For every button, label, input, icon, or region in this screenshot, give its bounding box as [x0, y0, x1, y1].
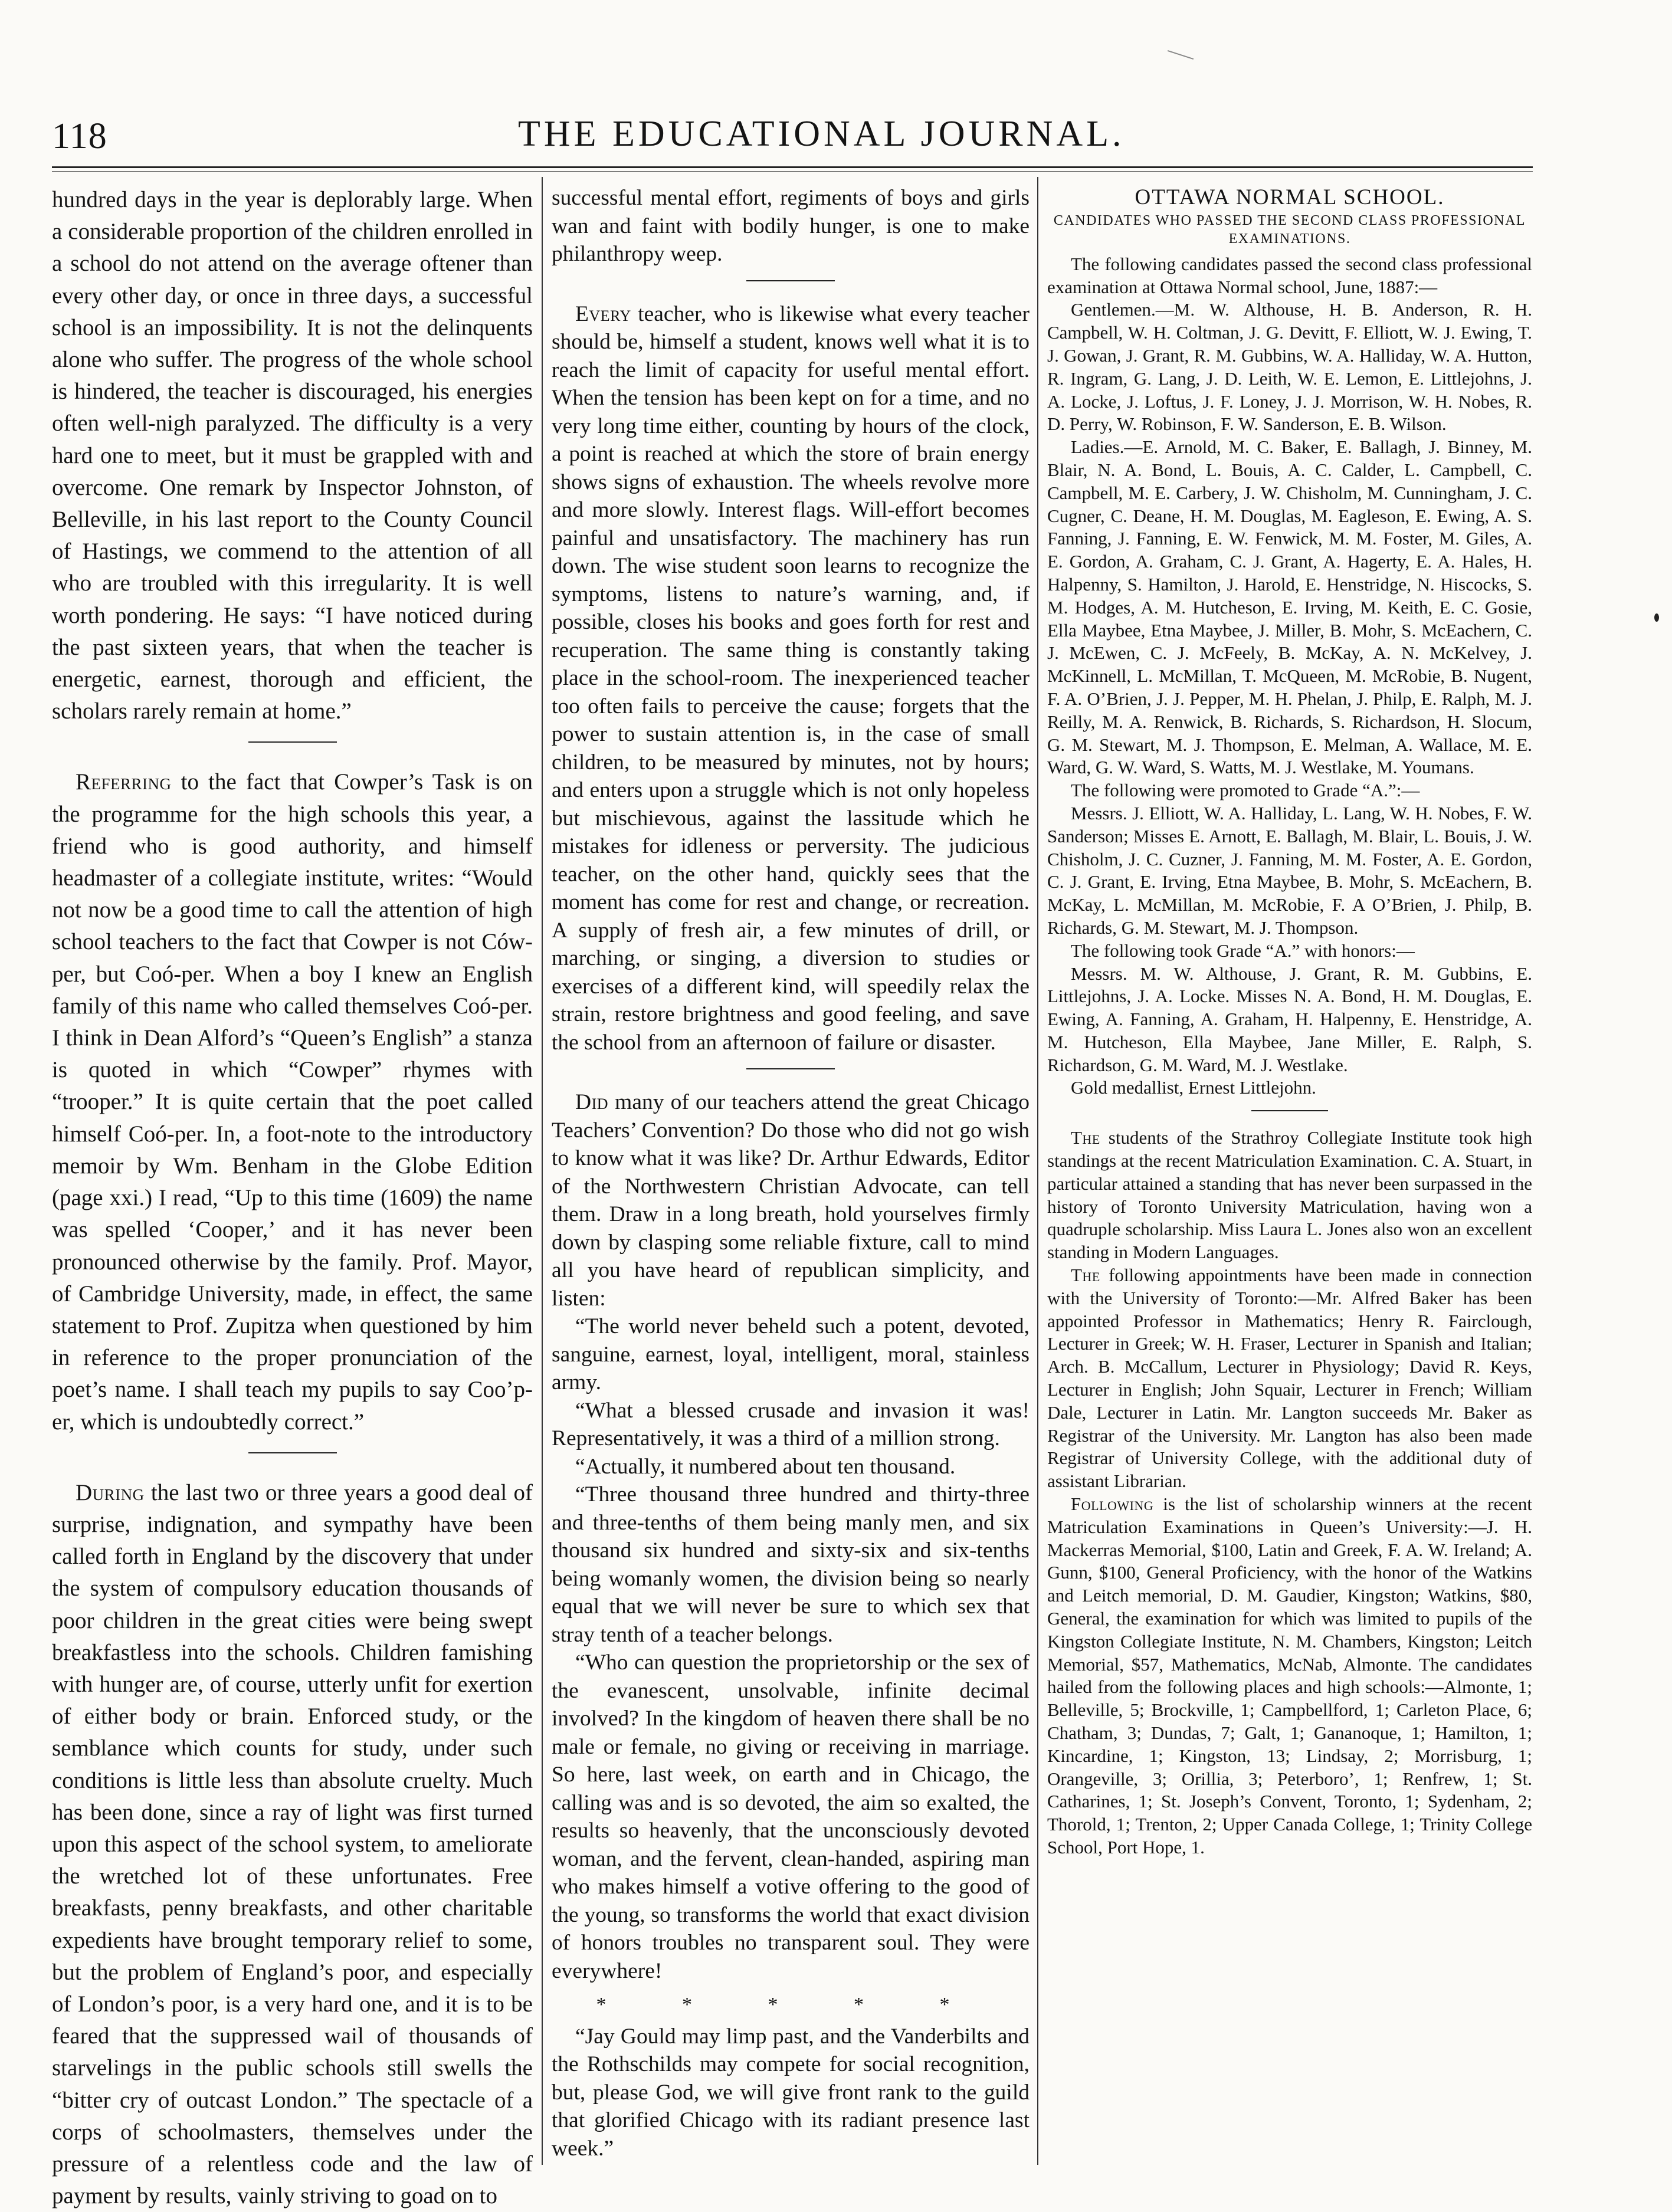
section-title: OTTAWA NORMAL SCHOOL. [1135, 185, 1445, 209]
lead-word: During [76, 1479, 145, 1505]
lead-word: Every [575, 301, 631, 326]
section-rule [248, 1452, 337, 1453]
quote-paragraph: “Actually, it numbered about ten thousand. [575, 1454, 956, 1479]
column-1 [52, 184, 533, 2212]
section-rule [1251, 1110, 1328, 1111]
scan-mark [1168, 50, 1194, 60]
quote-paragraph: “Who can question the proprietorship or the sex of the evanescent, unsolvable, infinite decimal involved? In the kingdom of heaven there shall be no male or female, no giving or receiving in marriage. So here, last week, on earth and in Chicago, the calling was and is so devoted, the aim so exalted, the results so heavenly, that the unconsciously devoted woman, and the fervent, clean-handed, aspiring man who makes himself a votive offering to the good of the young, so transforms the world that exact division of honors troubles no transparent soul. They were everywhere! [552, 1650, 1030, 1983]
lead-word: The [1071, 1265, 1100, 1286]
lead-word: Referring [76, 769, 172, 795]
quote-paragraph: “What a blessed crusade and invasion it was! Representatively, it was a third of a million strong. [552, 1398, 1030, 1450]
quote-paragraph: “Jay Gould may limp past, and the Vanderbilts and the Rothschilds may compete for social recognition, but, please God, we will give front rank to the guild that glorified Chicago with its radiant presence last week.” [552, 2024, 1030, 2161]
ink-spot [1654, 613, 1659, 622]
column-2 [552, 184, 1030, 2162]
continued-paragraph: successful mental effort, regiments of boys and girls wan and faint with bodily hunger, is one to make philanthropy weep. [552, 186, 1030, 266]
grade-a-intro: The following were promoted to Grade “A.”:— [1071, 780, 1420, 801]
breakfast-paragraph: During the last two or three years a good deal of surprise, indignation, and sympathy have been called forth in England by the discovery that under the system of compulsory education thousands of poor children in the great cities were being swept breakfastless into the schools. Children famishing with hunger are, of course, utterly unfit for exertion of either body or brain. Enforced study, or the semblance which counts for study, under such conditions is little less than absolute cruelty. Much has been done, since a ray of light was first turned upon this aspect of the school system, to ameliorate the wretched lot of these unfortunates. Free breakfasts, penny breakfasts, and other charitable expedients have brought temporary relief to some, but the problem of England’s poor, and especially of London’s poor, is a very hard one, and it is to be feared that the suppressed wail of thousands of starvelings in the public schools still swells the “bitter cry of outcast London.” The spectacle of a corps of schoolmasters, themselves under the pressure of a relentless code and the law of payment by results, vainly striving to goad on to [52, 1479, 533, 2209]
section-rule [746, 280, 835, 281]
quote-paragraph: “Three thousand three hundred and thirty-three and three-tenths of them being manly men, and six thousand six hundred and sixty-six and six-tenths being womanly women, the division being so nearly equal that we will never be sure to which sex that stray tenth of a teacher belongs. [552, 1482, 1030, 1647]
section-rule [746, 1068, 835, 1069]
toronto-paragraph: The following appointments have been made in connection with the University of Toronto:—Mr. Alfred Baker has been appointed Professor in Mathematics; Henry R. Fairclough, Lecturer in Greek; W. H. Fraser, Lecturer in Spanish and Italian; Arch. B. McCallum, Lecturer in Physiology; David R. Keys, Lecturer in English; John Squair, Lecturer in French; William Dale, Lecturer in Latin. Mr. Langton succeeds Mr. Baker as Registrar of the University. Mr. Langton has also been made Registrar of University College, with the additional duty of assistant Librarian. [1047, 1265, 1532, 1492]
column-3 [1047, 184, 1532, 1859]
medallist-line: Gold medallist, Ernest Littlejohn. [1071, 1077, 1316, 1098]
quote-paragraph: “The world never beheld such a potent, devoted, sanguine, earnest, loyal, intelligent, moral, stainless army. [552, 1314, 1030, 1394]
queens-paragraph: Following is the list of scholarship winners at the recent Matriculation Examinations in Queen’s University:—J. H. Mackerras Memorial, $100, Latin and Greek, F. A. W. Ireland; A. Gunn, $100, General Proficiency, with the honor of the Watkins and Leitch memorial, D. M. Gaudier, Kingston; Watkins, $80, General, the examination for which was limited to pupils of the Kingston Collegiate Institute, N. M. Chambers, Kingston; Leitch Memorial, $57, Mathematics, McNab, Almonte. The candidates hailed from the following places and high schools:—Almonte, 1; Belleville, 5; Brockville, 1; Campbellford, 1; Carleton Place, 6; Chatham, 3; Dundas, 7; Galt, 1; Gananoque, 1; Hamilton, 1; Kincardine, 1; Kingston, 13; Lindsay, 2; Morrisburg, 1; Orangeville, 3; Orillia, 3; Peterboro’, 1; Renfrew, 1; St. Catharines, 1; St. Joseph’s Convent, Toronto, 1; Sydenham, 2; Thorold, 1; Trenton, 2; Upper Canada College, 1; Trinity College School, Port Hope, 1. [1047, 1494, 1532, 1857]
header-rule [52, 166, 1533, 168]
header-rule-thin [52, 171, 1533, 172]
asterism: * * * * * [596, 1994, 985, 2016]
column-divider-2 [1037, 177, 1038, 2165]
section-rule [248, 741, 337, 743]
honors-intro: The following took Grade “A.” with honors:— [1071, 940, 1415, 961]
ladies-list: Ladies.—E. Arnold, M. C. Baker, E. Ballagh, J. Binney, M. Blair, N. A. Bond, L. Bouis, A. C. Calder, L. Campbell, C. Campbell, M. E. Carbery, J. W. Chisholm, M. Cunningham, J. C. Cugner, C. Deane, H. M. Douglas, M. Eagleson, E. Ewing, A. S. Fanning, J. Fanning, E. W. Fenwick, M. M. Foster, M. Giles, A. E. Gordon, A. Graham, C. J. Grant, A. Hagerty, E. A. Hales, H. Halpenny, S. Hamilton, J. Harold, E. Henstridge, N. Hiscocks, S. M. Hodges, A. M. Hutcheson, E. Irving, M. Keith, E. C. Gosie, Ella Maybee, Etna Maybee, J. Miller, B. Mohr, S. McEachern, C. J. McEwen, C. J. McFeely, B. McKay, A. N. McKelvey, J. McKinnell, L. McMillan, T. McQueen, M. McRobie, B. Nugent, F. A. O’Brien, J. J. Pepper, M. H. Phelan, J. Philp, E. Ralph, M. J. Reilly, M. A. Renwick, B. Richards, S. Richardson, H. Slocum, G. M. Stewart, M. J. Thompson, E. Melman, A. Wallace, M. E. Ward, G. W. Ward, S. Watts, M. J. Westlake, M. Youmans. [1047, 437, 1532, 778]
lead-word: Following [1071, 1494, 1154, 1515]
strathroy-paragraph: The students of the Strathroy Collegiate Institute took high standings at the recent Matriculation Examination. C. A. Stuart, in particular attained a standing that has never been surpassed in the history of Toronto University Matriculation, having won a quadruple scholarship. Miss Laura L. Jones also won an excellent standing in Modern Languages. [1047, 1127, 1532, 1263]
chicago-paragraph: Did many of our teachers attend the great Chicago Teachers’ Convention? Do those who did not go wish to know what it was like? Dr. Arthur Edwards, Editor of the Northwestern Christian Advocate, can tell them. Draw in a long breath, hold yourselves firmly down by clasping some reliable fixture, call to mind all you have heard of republican simplicity, and listen: [552, 1090, 1030, 1311]
column-divider-1 [542, 177, 543, 2165]
attendance-paragraph: hundred days in the year is deplorably large. When a considerable proportion of the children enrolled in a school do not attend on the average oftener than every other day, or once in three days, a successful school is an impossibility. It is not the delinquents alone who suffer. The progress of the whole school is hindered, the teacher is discouraged, his energies often well-nigh paralyzed. The difficulty is a very hard one to meet, but it must be grappled with and overcome. One remark by Inspector Johnston, of Belleville, in his last report to the County Council of Hastings, we commend to the attention of all who are troubled with this irregularity. It is well worth pondering. He says: “I have noticed during the past sixteen years, that when the teacher is energetic, earnest, thorough and efficient, the scholars rarely remain at home.” [52, 187, 533, 724]
honors-list: Messrs. M. W. Althouse, J. Grant, R. M. Gubbins, E. Littlejohns, J. A. Locke. Misses N. A. Bond, H. M. Douglas, E. Ewing, A. Fanning, A. Graham, H. Halpenny, E. Henstridge, A. M. Hutcheson, Ella Maybee, Jane Miller, E. Ralph, S. Richardson, G. M. Ward, M. J. Westlake. [1047, 963, 1532, 1075]
intro-paragraph: The following candidates passed the second class professional examination at Ottawa Normal school, June, 1887:— [1047, 253, 1532, 297]
journal-title: THE EDUCATIONAL JOURNAL. [518, 114, 1125, 154]
grade-a-list: Messrs. J. Elliott, W. A. Halliday, L. Lang, W. H. Nobes, F. W. Sanderson; Misses E. Arnott, E. Ballagh, M. Blair, L. Bouis, J. W. Chisholm, J. C. Cuzner, J. Fanning, M. M. Foster, A. E. Gordon, C. J. Grant, E. Irving, Etna Maybee, B. Mohr, S. McEachern, B. McKay, L. McMillan, M. McRobie, F. A O’Brien, J. Philp, B. Richards, G. M. Stewart, M. J. Thompson. [1047, 802, 1532, 938]
page-number: 118 [52, 116, 107, 156]
gentlemen-list: Gentlemen.—M. W. Althouse, H. B. Anderson, R. H. Campbell, W. H. Coltman, J. G. Devitt, F. Elliott, W. J. Ewing, T. J. Gowan, J. Grant, R. M. Gubbins, W. A. Halliday, W. A. Hutton, R. Ingram, G. Lang, J. D. Leith, W. E. Lemon, E. Littlejohns, J. A. Locke, J. Loftus, J. F. Loney, J. J. Morrison, W. H. Nobes, R. D. Perry, W. Robinson, F. W. Sanderson, E. B. Wilson. [1047, 299, 1532, 435]
lead-word: Did [575, 1090, 609, 1114]
lead-word: The [1071, 1127, 1100, 1148]
mental-effort-paragraph: Every teacher, who is likewise what every teacher should be, himself a student, knows well what it is to reach the limit of capacity for useful mental effort. When the tension has been kept on for a time, and no very long time either, counting by hours of the clock, a point is reached at which the store of brain energy shows signs of exhaustion. The wheels revolve more and more slowly. Interest flags. Will-effort becomes painful and unsatisfactory. The machinery has run down. The wise student soon learns to recognize the symptoms, listens to nature’s warning, and, if possible, closes his books and goes forth for rest and recuperation. The same thing is constantly taking place in the school-room. The inexperienced teacher too often fails to perceive the cause; forgets that the power to sustain attention is, in the case of small children, to be measured by minutes, not by hours; and enters upon a struggle which is not only hopeless but mischievous, against the lassitude which he mistakes for idleness or perversity. The judicious teacher, on the other hand, quickly sees that the moment has come for rest and change, or recreation. A supply of fresh air, a few minutes of drill, or marching, or singing, a diversion to studies or exercises of a different kind, will speedily relax the strain, restore brightness and good feeling, and save the school from an afternoon of failure or disaster. [552, 301, 1030, 1055]
cowper-paragraph: Referring to the fact that Cowper’s Task is on the programme for the high schools this year, a friend who is good authority, and himself headmaster of a collegiate institute, writes: “Would not now be a good time to call the attention of high school teachers to the fact that Cowper is not Ców-per, but Coó-per. When a boy I knew an English family of this name who called themselves Coó-per. I think in Dean Alford’s “Queen’s English” a stanza is quoted in which “Cowper” rhymes with “trooper.” It is quite certain that the poet called himself Coó-per. In, a foot-note to the introductory memoir by Wm. Benham in the Globe Edition (page xxi.) I read, “Up to this time (1609) the name was spelled ‘Cooper,’ and it has never been pronounced otherwise by the family. Prof. Mayor, of Cambridge University, made, in effect, the same statement to Prof. Zupitza when questioned by him in reference to the proper pronunciation of the poet’s name. I shall teach my pupils to say Coo’p-er, which is undoubtedly correct.” [52, 769, 533, 1435]
section-subtitle: CANDIDATES WHO PASSED THE SECOND CLASS PROFESSIONAL EXAMINATIONS. [1053, 212, 1526, 247]
